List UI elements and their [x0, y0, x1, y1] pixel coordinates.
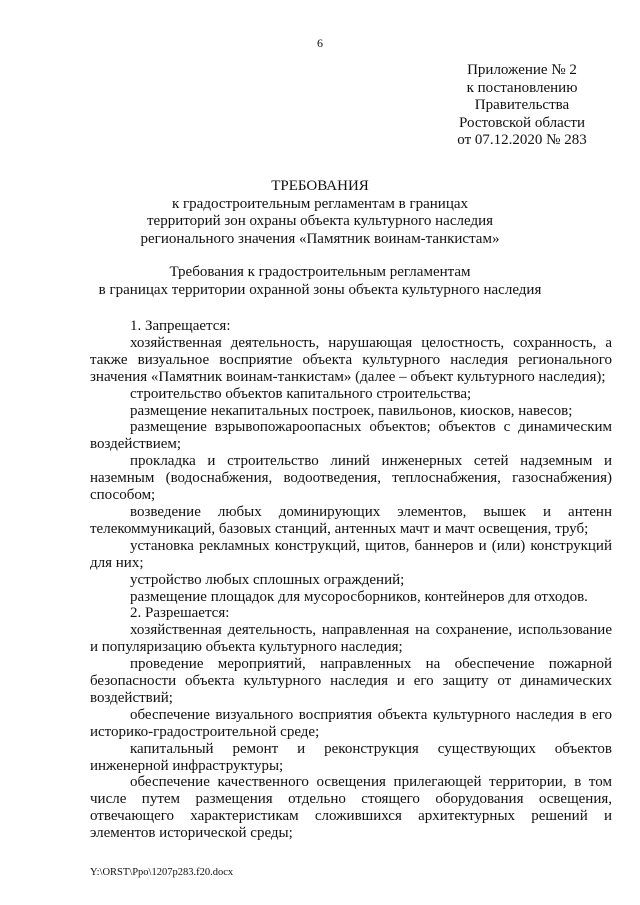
title-line: к градостроительным регламентам в границах: [171, 195, 469, 212]
title-line: территорий зон охраны объекта культурного наследия: [147, 213, 493, 230]
body-paragraph: размещение некапитальных построек, павильонов, киосков, навесов;: [130, 402, 573, 419]
body-paragraph: размещение площадок для мусоросборников, контейнеров для отходов.: [130, 588, 588, 605]
body-paragraph: проведение мероприятий, направленных на обеспечение пожарной безопасности объекта культурного наследия и его защиту от динамических воздействий;: [90, 656, 612, 706]
appendix-line: к постановлению: [466, 79, 578, 96]
body-paragraph: возведение любых доминирующих элементов, вышек и антенн телекоммуникаций, базовых станций, антенных мачт и мачт освещения, труб;: [90, 503, 612, 537]
body-paragraph: капитальный ремонт и реконструкция существующих объектов инженерной инфраструктуры;: [90, 740, 612, 774]
title-line: регионального значения «Памятник воинам-танкистам»: [140, 230, 500, 247]
body-paragraph: прокладка и строительство линий инженерных сетей надземным и наземным (водоснабжения, водоотведения, теплоснабжения, газоснабжения) способом;: [90, 453, 612, 504]
document-title: [60, 178, 580, 248]
title-heading: ТРЕБОВАНИЯ: [271, 178, 369, 194]
body-paragraph: строительство объектов капитального строительства;: [130, 385, 472, 402]
file-path-footer: Y:\ORST\Ppo\1207p283.f20.docx: [90, 867, 234, 878]
body-paragraph: размещение взрывопожароопасных объектов; объектов с динамическим воздействием;: [90, 419, 612, 453]
subtitle-line: в границах территории охранной зоны объекта культурного наследия: [98, 281, 542, 298]
body-paragraph: обеспечение визуального восприятия объекта культурного наследия в его историко-градостроительной среде;: [90, 706, 612, 740]
body-paragraph: хозяйственная деятельность, направленная на сохранение, использование и популяризацию объекта культурного наследия;: [90, 622, 612, 656]
document-body: [90, 318, 612, 842]
subtitle-line: Требования к градостроительным регламентам: [169, 264, 471, 280]
appendix-line: Правительства: [474, 97, 570, 114]
appendix-line: от 07.12.2020 № 283: [457, 132, 587, 149]
section-heading-prohibited: 1. Запрещается:: [130, 318, 231, 334]
body-paragraph: хозяйственная деятельность, нарушающая целостность, сохранность, а также визуальное восприятие объекта культурного наследия регионального значения «Памятник воинам-танкистам» (далее – объект культурного наследия);: [90, 334, 612, 385]
body-paragraph: обеспечение качественного освещения прилегающей территории, в том числе путем размещения отдельно стоящего оборудования освещения, отвечающего характеристикам сложившихся архитектурных решений и элементов исторической среды;: [90, 774, 612, 842]
body-paragraph: установка рекламных конструкций, щитов, баннеров и (или) конструкций для них;: [90, 537, 612, 571]
appendix-line: Ростовской области: [459, 114, 585, 131]
body-paragraph: устройство любых сплошных ограждений;: [130, 571, 405, 588]
section-subtitle: [60, 264, 580, 299]
appendix-line: Приложение № 2: [467, 62, 577, 78]
appendix-header: [442, 62, 602, 150]
page-number: 6: [317, 36, 323, 50]
section-heading-allowed: 2. Разрешается:: [130, 605, 230, 622]
